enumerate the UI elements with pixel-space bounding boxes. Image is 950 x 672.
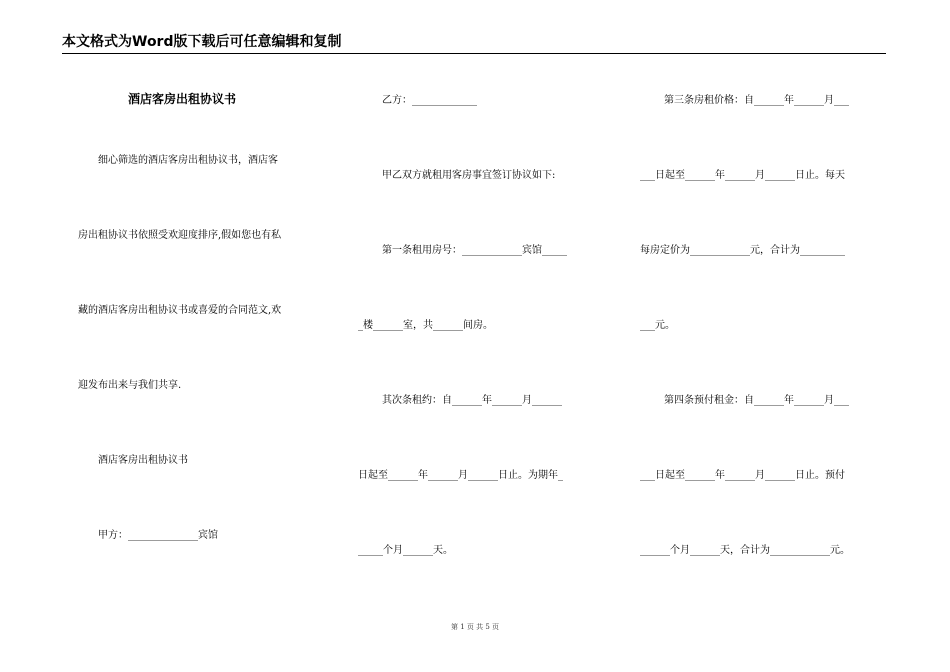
paragraph-line: 甲乙双方就租用客房事宜签订协议如下: [382,170,556,181]
clause-line: 第三条房租价格：自______年______月___ [664,95,849,106]
clause-line: 每房定价为____________元，合计为_________ [640,245,845,256]
party-a-line: 甲方：______________宾馆 [98,530,218,541]
paragraph-line: 迎发布出来与我们共享. [78,380,182,391]
clause-line: ___元。 [640,320,675,331]
party-b-line: 乙方：_____________ [382,95,477,106]
clause-line: ___日起至______年______月______日止。每天 [640,170,845,181]
clause-line: ______个月______天，合计为____________元。 [640,545,850,556]
clause-line: 第一条租用房号：____________宾馆_____ [382,245,567,256]
paragraph-line: 细心筛选的酒店客房出租协议书，酒店客 [98,155,278,166]
page-number: 第 1 页 共 5 页 [450,623,500,631]
paragraph-line: 房出租协议书依照受欢迎度排序,假如您也有私 [78,230,282,241]
document-title: 酒店客房出租协议书 [128,92,237,106]
header-divider [62,53,886,54]
document-header: 本文格式为Word版下载后可任意编辑和复制 [62,34,342,50]
clause-line: ___日起至______年______月______日止。预付 [640,470,845,481]
section-heading: 酒店客房出租协议书 [98,455,188,466]
clause-line: _____个月______天。 [358,545,453,556]
paragraph-line: 藏的酒店客房出租协议书或喜爱的合同范文,欢 [78,305,282,316]
clause-line: _楼______室，共______间房。 [358,320,493,331]
clause-line: 其次条租约：自______年______月______ [382,395,562,406]
clause-line: 日起至______年______月______日止。为期年_ [358,470,563,481]
clause-line: 第四条预付租金：自______年______月___ [664,395,849,406]
